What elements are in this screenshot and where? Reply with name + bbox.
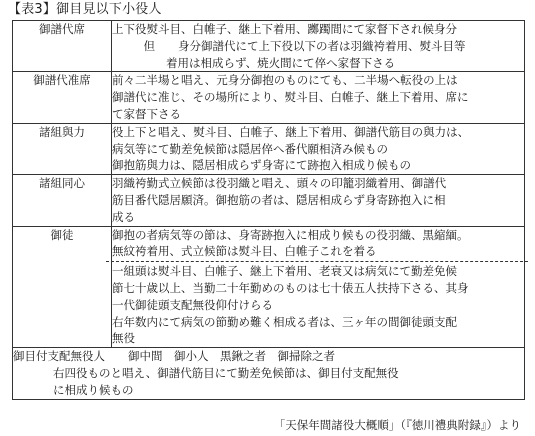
row-heading: 御譜代席 <box>13 21 112 72</box>
description-segment <box>112 227 524 261</box>
row-description <box>112 175 525 226</box>
description-line: 無紋袴着用、式立候節は熨斗目、白帷子これを着る <box>112 244 377 259</box>
table-row <box>13 21 525 72</box>
row-description <box>112 226 525 348</box>
table-row <box>13 123 525 174</box>
description-line: 右年数内にて病気の節勤め難く相成る者は、三ヶ年の間御徒頭支配 <box>112 314 457 329</box>
table-row <box>13 72 525 123</box>
row-heading: 御譜代准席 <box>13 72 112 123</box>
description-line: 役上下と唱え、熨斗目、白帷子、継上下着用、御譜代筋目の與力は、 <box>112 124 470 139</box>
description-line: 着用は相成らず、焼火間にて倅へ家督下さる <box>166 55 396 70</box>
row-heading: 諸組同心 <box>13 175 112 226</box>
description-line: 前々二半場と唱え、元身分御抱のものにても、二半場へ転役の上は <box>112 73 458 88</box>
description-line: 成る <box>112 209 135 224</box>
row-description <box>112 123 525 174</box>
row-heading: 御徒 <box>13 226 112 348</box>
description-line: 一代御徒頭支配無役仰付けらる <box>112 297 273 312</box>
description-line: 御譜代に准じ、その場所により、熨斗目、白帷子、継上下着用、席に <box>112 90 469 105</box>
description-line: 右四役ものと唱え、御譜代筋目にて勤差免候節は、御目付支配無役 <box>53 365 399 380</box>
table-row <box>13 175 525 226</box>
table-row <box>13 226 525 348</box>
description-line: 羽織袴勤式立候節は役羽織と唱え、頭々の印籠羽織着用、御譜代 <box>112 176 447 191</box>
description-line: 筋目番代隠居願済。御抱筋の者は、隠居相成らず身寄跡抱入に相 <box>112 192 446 207</box>
officials-table <box>12 20 525 400</box>
table-row <box>13 348 525 399</box>
description-line: に相成り候もの <box>53 382 134 397</box>
source-citation: 「天保年間諸役大概順」（『徳川禮典附録』）より <box>273 418 521 432</box>
description-line: 御目付支配無役人 御中間 御小人 黒鍬之者 御掃除之者 <box>13 349 335 364</box>
description-line: 御抱筋與力は、隠居相成らず身寄にて跡抱入相成り候もの <box>112 158 411 173</box>
description-line: 病気等にて勤差免候節は隠居倅へ番代願相済み候もの <box>112 141 388 156</box>
description-line: 但 身分御譜代にて上下役以下の者は羽織袴着用、熨斗目等 <box>132 38 466 53</box>
description-line: 無役 <box>112 331 135 346</box>
table-title: 【表3】御目見以下小役人 <box>8 2 162 17</box>
description-line: 御抱の者病気等の節は、身寄跡抱入に相成り候もの役羽織、黒縮緬。 <box>112 227 469 242</box>
row-description <box>112 21 525 72</box>
row-description <box>112 72 525 123</box>
description-line: 一組頭は熨斗目、白帷子、継上下着用、老衰又は病気にて勤差免候 <box>112 264 457 279</box>
description-segment <box>106 261 528 347</box>
row-heading: 諸組與力 <box>13 123 112 174</box>
description-line: 上下役熨斗目、白帷子、継上下着用、躑躅間にて家督下され候身分 <box>112 22 457 36</box>
description-line: て家督下さる <box>112 106 181 121</box>
description-line: 節七十歳以上、当勤二十年勤めのものは七十俵五人扶持下さる、其身 <box>112 280 469 295</box>
merged-row <box>13 348 525 399</box>
